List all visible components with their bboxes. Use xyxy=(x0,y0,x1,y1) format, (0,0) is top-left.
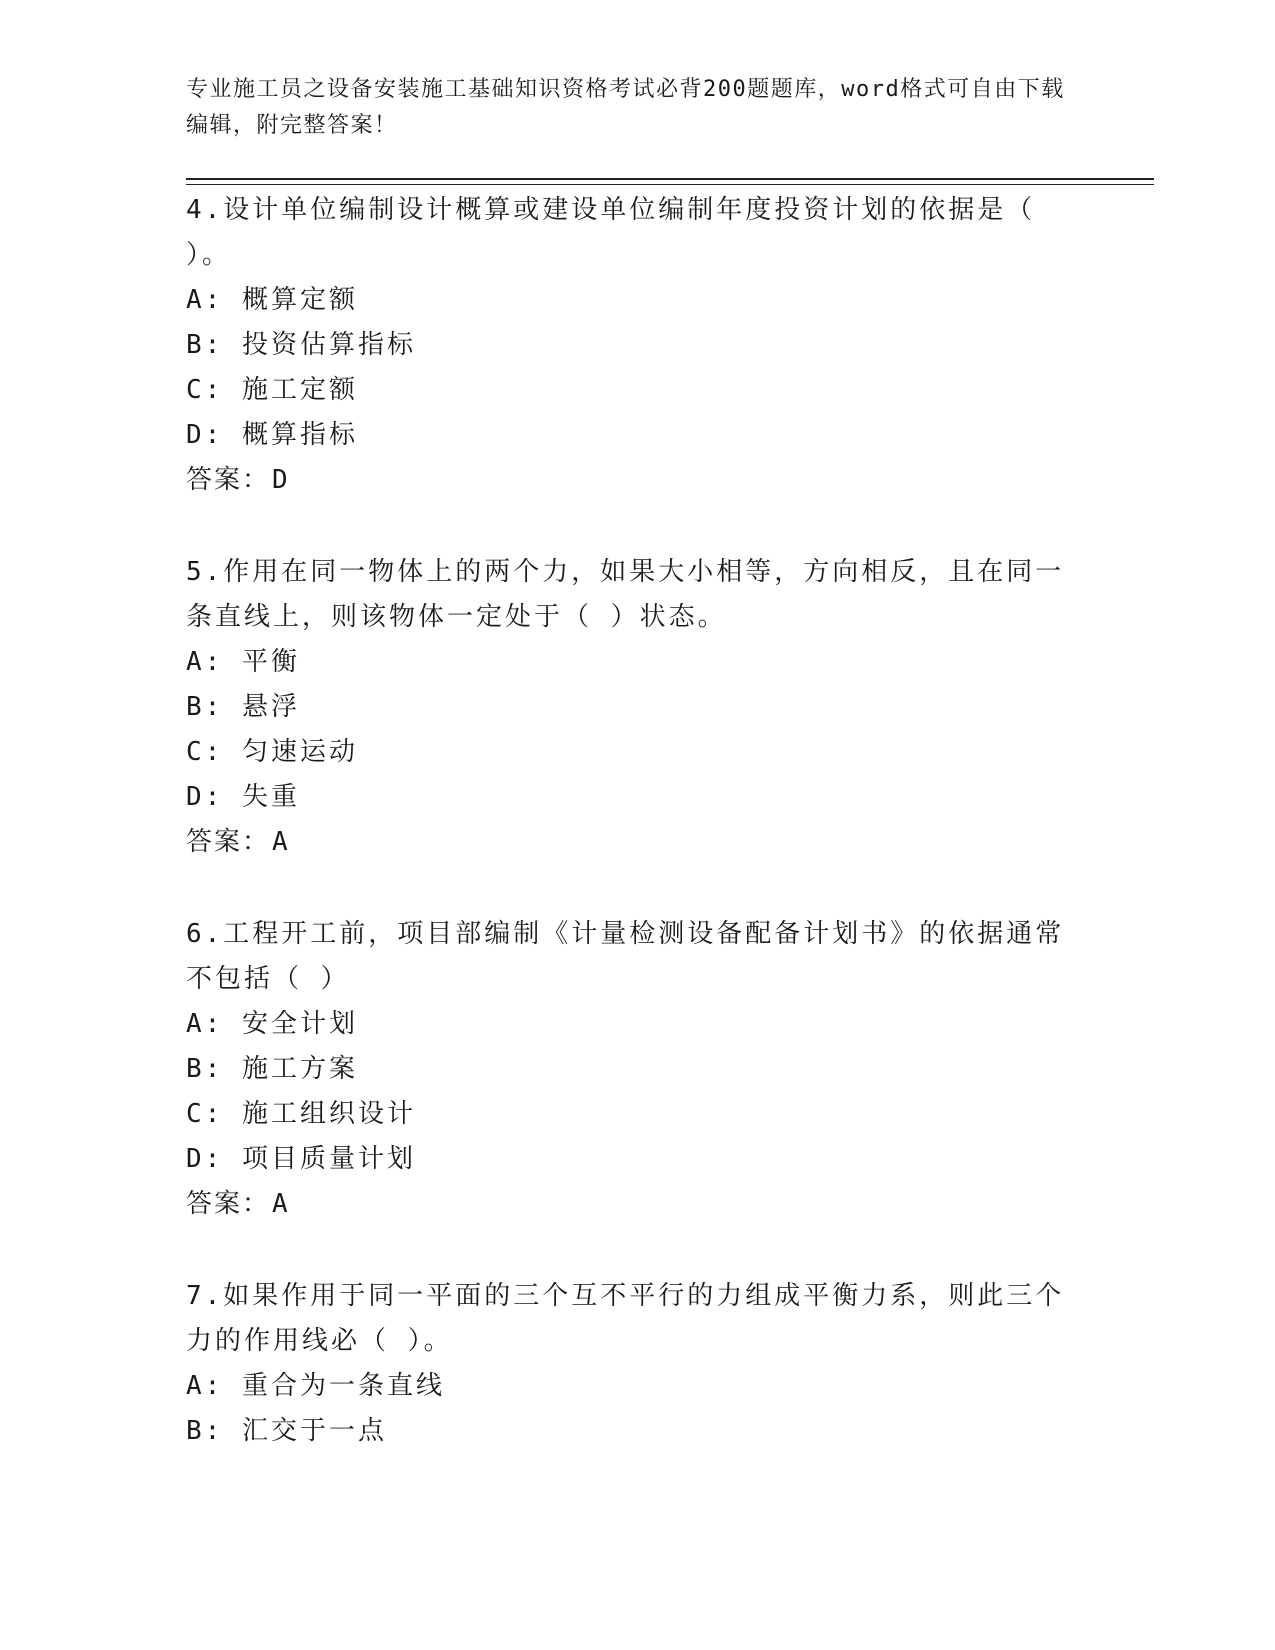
question-text: 4.设计单位编制设计概算或建设单位编制年度投资计划的依据是（ ）。 xyxy=(186,195,1036,270)
answer-line xyxy=(186,820,1066,865)
option-c: C: 匀速运动 xyxy=(186,737,358,767)
question-item xyxy=(186,1274,1066,1454)
document-header: 专业施工员之设备安装施工基础知识资格考试必背200题题库，word格式可自由下载编辑，附完整答案！ xyxy=(186,77,1065,138)
question-text: 5.作用在同一物体上的两个力，如果大小相等，方向相反，且在同一条直线上，则该物体一定处于（ ）状态。 xyxy=(186,557,1065,632)
option-a: A: 安全计划 xyxy=(186,1009,358,1039)
option-d: D: 项目质量计划 xyxy=(186,1144,416,1174)
question-text: 7.如果作用于同一平面的三个互不平行的力组成平衡力系，则此三个力的作用线必（ ）。 xyxy=(186,1281,1065,1356)
option-a: A: 概算定额 xyxy=(186,285,358,315)
answer-value: D xyxy=(272,465,290,495)
question-item xyxy=(186,912,1066,1227)
answer-label: 答案： xyxy=(186,827,271,857)
question-list xyxy=(186,188,1066,1501)
option-d: D: 概算指标 xyxy=(186,420,358,450)
header-divider xyxy=(186,178,1154,185)
answer-label: 答案： xyxy=(186,465,271,495)
answer-value: A xyxy=(272,827,290,857)
option-a: A: 重合为一条直线 xyxy=(186,1371,445,1401)
question-item xyxy=(186,550,1066,865)
answer-value: A xyxy=(272,1189,290,1219)
option-b: B: 投资估算指标 xyxy=(186,330,416,360)
question-item xyxy=(186,188,1066,503)
option-b: B: 施工方案 xyxy=(186,1054,358,1084)
answer-line xyxy=(186,458,1066,503)
option-c: C: 施工定额 xyxy=(186,375,358,405)
option-c: C: 施工组织设计 xyxy=(186,1099,416,1129)
option-d: D: 失重 xyxy=(186,782,300,812)
answer-label: 答案： xyxy=(186,1189,271,1219)
answer-line xyxy=(186,1182,1066,1227)
question-text: 6.工程开工前，项目部编制《计量检测设备配备计划书》的依据通常不包括（ ） xyxy=(186,919,1065,994)
option-b: B: 汇交于一点 xyxy=(186,1416,387,1446)
option-b: B: 悬浮 xyxy=(186,692,300,722)
option-a: A: 平衡 xyxy=(186,647,300,677)
